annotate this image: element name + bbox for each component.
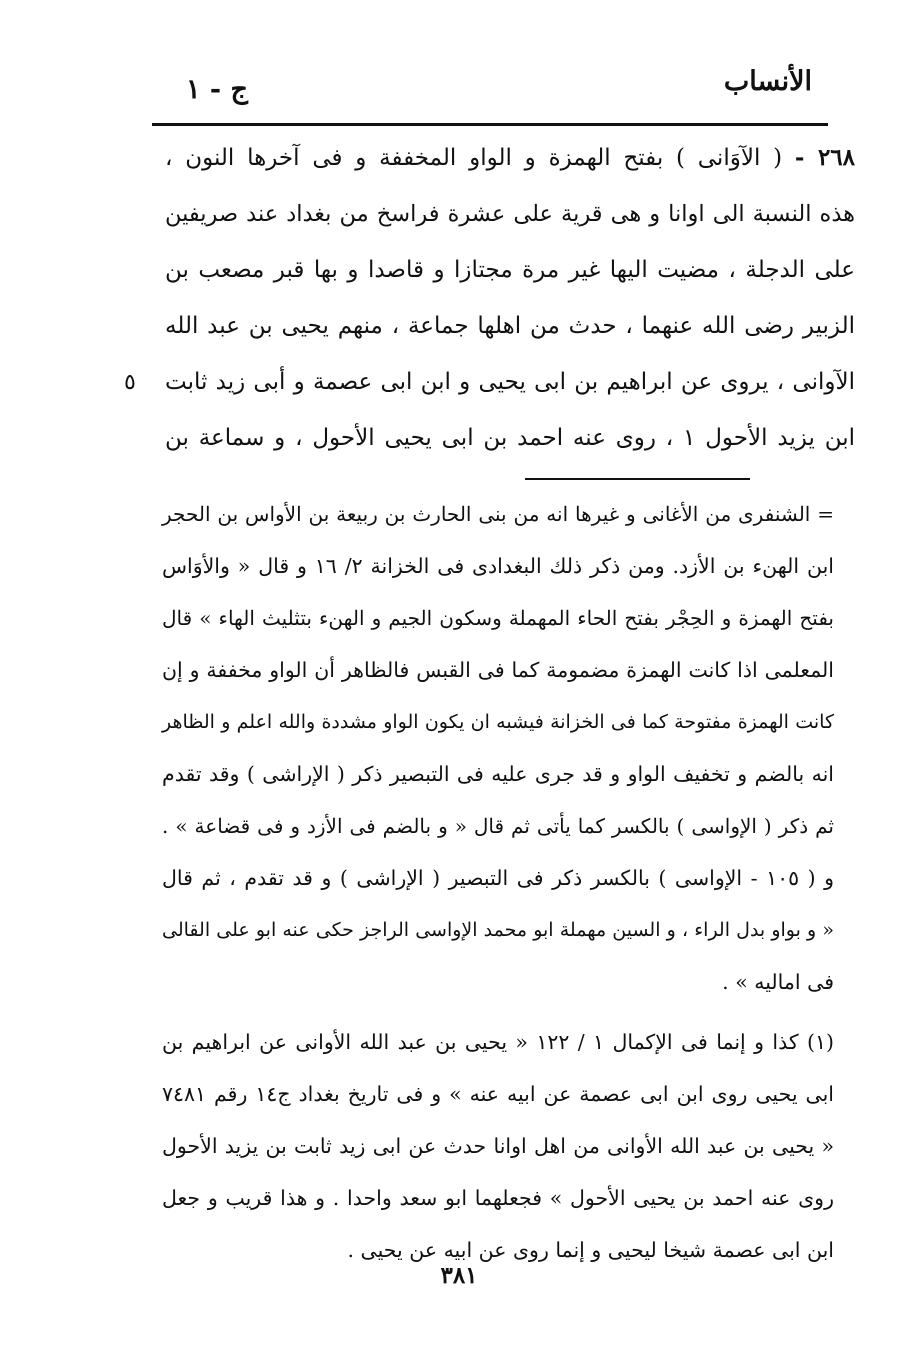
note-line: المعلمى اذا كانت الهمزة مضمومة كما فى القبس فالظاهر أن الواو مخففة و إن <box>162 658 834 682</box>
footnote-1-line: ابى يحيى روى ابن ابى عصمة عن ابيه عنه » و فى تاريخ بغداد ج١٤ رقم ٧٤٨١ <box>162 1082 834 1106</box>
footnote-1-line: (١) كذا و إنما فى الإكمال ١ / ١٢٢ « يحيى بن عبد الله الأوانى عن ابراهيم بن <box>162 1030 834 1054</box>
note-line: = الشنفرى من الأغانى و غيرها انه من بنى الحارث بن ربيعة بن الأواس بن الحجر <box>162 502 834 526</box>
line-number-marker: ٥ <box>124 370 136 395</box>
main-line-6: ابن يزيد الأحول ١ ، روى عنه احمد بن ابى يحيى الأحول ، و سماعة بن <box>165 425 856 451</box>
footnotes <box>162 488 834 1276</box>
main-line-1 <box>165 130 855 186</box>
footnote-1-line: روى عنه احمد بن يحيى الأحول » فجعلهما ابو سعد واحدا . و هذا قريب و جعل <box>162 1186 834 1210</box>
footnote-1-line: « يحيى بن عبد الله الأوانى من اهل اوانا حدث عن ابى زيد ثابت بن يزيد الأحول <box>162 1134 834 1158</box>
volume-label: ج - ١ <box>186 74 248 105</box>
running-header <box>150 62 820 108</box>
book-title: الأنساب <box>723 66 812 97</box>
header-rule <box>152 123 828 126</box>
note-line: كانت الهمزة مفتوحة كما فى الخزانة فيشبه ان يكون الواو مشددة والله اعلم و الظاهر <box>162 711 834 733</box>
main-line-2: هذه النسبة الى اوانا و هى قرية على عشرة فراسخ من بغداد عند صريفين <box>165 201 855 227</box>
note-line: فى اماليه » . <box>722 970 834 994</box>
note-line: ابن الهنء بن الأزد. ومن ذكر ذلك البغدادى فى الخزانة ٢/ ١٦ و قال « والأوَاس <box>162 554 834 578</box>
main-line-5: الآوانى ، يروى عن ابراهيم بن ابى يحيى و ابن ابى عصمة و أبى زيد ثابت <box>165 369 855 395</box>
footnote-1-line: ابن ابى عصمة شيخا ليحيى و إنما روى عن ابيه عن يحيى . <box>347 1238 834 1262</box>
note-line: ثم ذكر ( الإواسى ) بالكسر كما يأتى ثم قال « و بالضم فى الأزد و فى قضاعة » . <box>162 814 834 838</box>
note-line: بفتح الهمزة و الحِجْر بفتح الحاء المهملة وسكون الجيم و الهنء بتثليث الهاء » قال <box>162 606 834 630</box>
entry-number: ٢٦٨ - <box>794 144 855 171</box>
note-line: انه بالضم و تخفيف الواو و قد جرى عليه فى التبصير ذكر ( الإراشى ) وقد تقدم <box>162 762 834 786</box>
main-line-3: على الدجلة ، مضيت اليها غير مرة مجتازا و قاصدا و بها قبر مصعب بن <box>165 257 855 283</box>
main-line-4: الزبير رضى الله عنهما ، حدث من اهلها جماعة ، منهم يحيى بن عبد الله <box>165 313 855 339</box>
main-line-1-text: ( الآوَانى ) بفتح الهمزة و الواو المخففة و فى آخرها النون ، <box>165 145 783 171</box>
page-number: ٣٨١ <box>440 1262 478 1289</box>
main-text <box>165 130 855 466</box>
note-line: « و بواو بدل الراء ، و السين مهملة ابو محمد الإواسى الراجز حكى عنه ابو على القالى <box>162 919 834 941</box>
footnote-rule <box>525 478 750 480</box>
note-line: و ( ١٠٥ - الإواسى ) بالكسر ذكر فى التبصير ( الإراشى ) و قد تقدم ، ثم قال <box>162 866 835 890</box>
